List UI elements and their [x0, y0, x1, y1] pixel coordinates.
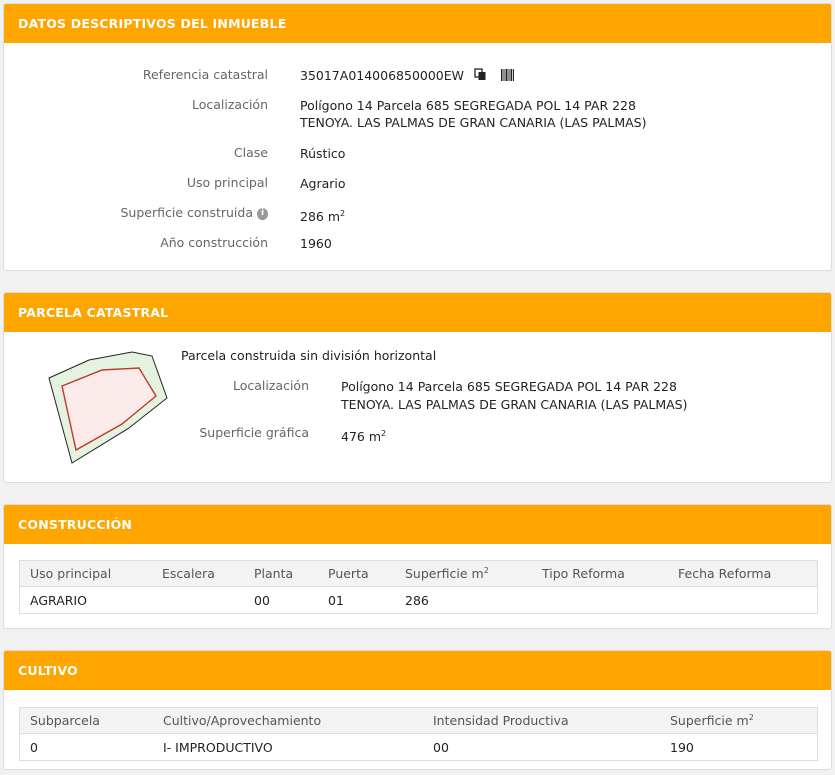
col-intensidad: Intensidad Productiva — [423, 708, 660, 734]
cell-tipo-reforma — [532, 587, 668, 614]
cell-superficie: 190 — [660, 734, 818, 761]
loc-line2: TENOYA. LAS PALMAS DE GRAN CANARIA (LAS PALMAS) — [300, 115, 647, 130]
col-cultivo: Cultivo/Aprovechamiento — [153, 708, 423, 734]
col-superficie: Superficie m — [670, 713, 749, 729]
ref-row — [4, 67, 831, 85]
parcela-panel-title: PARCELA CATASTRAL — [4, 293, 831, 332]
cultivo-panel-title: CULTIVO — [4, 651, 831, 690]
parcela-sup-exp: 2 — [381, 429, 387, 438]
loc-row — [4, 97, 831, 133]
parcela-sup-value: 476 m — [341, 429, 382, 445]
uso-row — [4, 175, 831, 193]
col-planta: Planta — [244, 561, 318, 587]
cell-cultivo: I- IMPRODUCTIVO — [153, 734, 423, 761]
clase-label: Clase — [233, 145, 268, 160]
cultivo-table — [19, 707, 818, 761]
parcela-loc-line2: TENOYA. LAS PALMAS DE GRAN CANARIA (LAS PALMAS) — [341, 397, 688, 412]
col-tipo-reforma: Tipo Reforma — [532, 561, 668, 587]
cell-intensidad: 00 — [423, 734, 660, 761]
cell-escalera — [152, 587, 244, 614]
anio-value: 1960 — [300, 236, 332, 251]
col-escalera: Escalera — [152, 561, 244, 587]
loc-line1: Polígono 14 Parcela 685 SEGREGADA POL 14 PAR 228 — [300, 98, 636, 113]
cell-fecha-reforma — [668, 587, 818, 614]
cell-uso: AGRARIO — [20, 587, 153, 614]
superficie-label: Superficie construida — [120, 205, 253, 220]
datos-panel-title: DATOS DESCRIPTIVOS DEL INMUEBLE — [4, 4, 831, 43]
cell-planta: 00 — [244, 587, 318, 614]
datos-descriptivos-panel — [3, 3, 832, 271]
superficie-row — [4, 205, 831, 223]
uso-label: Uso principal — [186, 175, 268, 190]
parcela-subtitle: Parcela construida sin división horizontal — [181, 348, 437, 363]
table-row — [20, 587, 818, 614]
table-header-row — [20, 561, 818, 587]
cell-superficie: 286 — [395, 587, 532, 614]
col-superficie-wrap — [395, 561, 532, 587]
table-header-row — [20, 708, 818, 734]
col-superficie-exp: 2 — [483, 565, 489, 575]
construccion-panel — [3, 504, 832, 629]
col-superficie: Superficie m — [405, 566, 484, 582]
construccion-panel-title: CONSTRUCCIÓN — [4, 505, 831, 544]
table-row — [20, 734, 818, 761]
parcela-sup-label: Superficie gráfica — [199, 425, 309, 440]
anio-row — [4, 235, 831, 253]
construccion-table — [19, 560, 818, 614]
barcode-icon[interactable] — [501, 68, 514, 86]
ref-value-wrap — [300, 67, 514, 86]
parcela-loc-line1: Polígono 14 Parcela 685 SEGREGADA POL 14 PAR 228 — [341, 379, 677, 394]
info-icon[interactable]: i — [257, 208, 268, 220]
loc-label: Localización — [191, 97, 268, 112]
col-fecha-reforma: Fecha Reforma — [668, 561, 818, 587]
col-superficie-wrap — [660, 708, 818, 734]
col-uso-principal: Uso principal — [20, 561, 153, 587]
ref-value: 35017A014006850000EW — [300, 68, 465, 83]
ref-label: Referencia catastral — [142, 67, 268, 82]
parcela-loc-label: Localización — [232, 378, 309, 393]
superficie-value-wrap — [300, 205, 345, 226]
cultivo-panel — [3, 650, 832, 770]
clase-row — [4, 145, 831, 163]
parcela-sup-row — [4, 425, 831, 443]
uso-value: Agrario — [300, 176, 346, 191]
col-superficie-exp: 2 — [748, 712, 754, 722]
col-puerta: Puerta — [318, 561, 395, 587]
superficie-label-wrap — [121, 205, 269, 220]
col-subparcela: Subparcela — [20, 708, 154, 734]
superficie-exp: 2 — [340, 209, 346, 218]
clase-value: Rústico — [300, 146, 346, 161]
cell-subparcela: 0 — [20, 734, 154, 761]
parcela-catastral-panel — [3, 292, 832, 483]
parcela-loc-row — [4, 378, 831, 414]
superficie-value: 286 m — [300, 209, 341, 225]
copy-icon[interactable] — [474, 68, 487, 86]
anio-label: Año construcción — [160, 235, 268, 250]
parcela-sup-value-wrap — [341, 425, 386, 446]
cell-puerta: 01 — [318, 587, 395, 614]
